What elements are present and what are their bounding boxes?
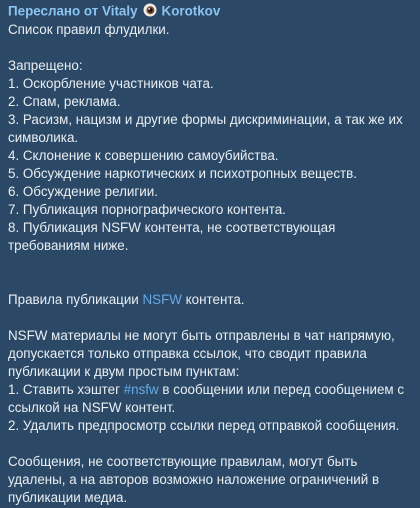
closing-line: публикации медиа.: [8, 490, 128, 505]
heading-text: контента.: [181, 292, 245, 307]
point-text: в сообщении или перед сообщением с: [158, 382, 405, 397]
rule-line: требованиям ниже.: [8, 238, 129, 253]
rule-line: 4. Склонение к совершению самоубийства.: [8, 148, 279, 163]
rule-line: 5. Обсуждение наркотических и психотропных веществ.: [8, 166, 357, 181]
nsfw-point-1: [8, 381, 420, 399]
nsfw-paragraph-line: допускается только отправка ссылок, что сводит правила: [8, 346, 367, 361]
rule-line: 6. Обсуждение религии.: [8, 184, 158, 199]
blank-line: [8, 435, 420, 453]
blank-line: [8, 39, 420, 57]
nsfw-paragraph-line: NSFW материалы не могут быть отправлены в чат напрямую,: [8, 328, 395, 343]
rule-line: 3. Расизм, нацизм и другие формы дискриминации, а так же их: [8, 112, 403, 127]
rule-line: 2. Спам, реклама.: [8, 94, 121, 109]
forward-sender-last[interactable]: Korotkov: [161, 3, 221, 19]
rule-line: 8. Публикация NSFW контента, не соответствующая: [8, 220, 336, 235]
closing-line: Сообщения, не соответствующие правилам, могут быть: [8, 454, 358, 469]
forward-header[interactable]: [8, 2, 420, 21]
nsfw-paragraph-line: публикации к двум простым пунктам:: [8, 364, 240, 379]
heading-text: Правила публикации: [8, 292, 143, 307]
point-text: 1. Ставить хэштег: [8, 382, 124, 397]
closing-line: удалены, а на авторов возможно наложение ограничений в: [8, 472, 380, 487]
nsfw-point-1-continuation: ссылкой на NSFW контент.: [8, 400, 176, 415]
nsfw-rules-heading: [8, 291, 420, 309]
blank-line: [8, 255, 420, 291]
nsfw-point-2: 2. Удалить предпросмотр ссылки перед отправкой сообщения.: [8, 418, 400, 433]
forward-sender-first[interactable]: Переслано от Vitaly: [8, 3, 138, 19]
rule-line: символика.: [8, 130, 79, 145]
rule-line: 7. Публикация порнографического контента.: [8, 202, 286, 217]
nsfw-link[interactable]: NSFW: [142, 292, 182, 307]
forbidden-label: Запрещено:: [8, 58, 83, 73]
nsfw-hashtag-link[interactable]: #nsfw: [123, 382, 159, 397]
message-title: Список правил флудилки.: [8, 22, 170, 37]
rule-line: 1. Оскорбление участников чата.: [8, 76, 214, 91]
blank-line: [8, 309, 420, 327]
eye-icon: [143, 3, 157, 17]
